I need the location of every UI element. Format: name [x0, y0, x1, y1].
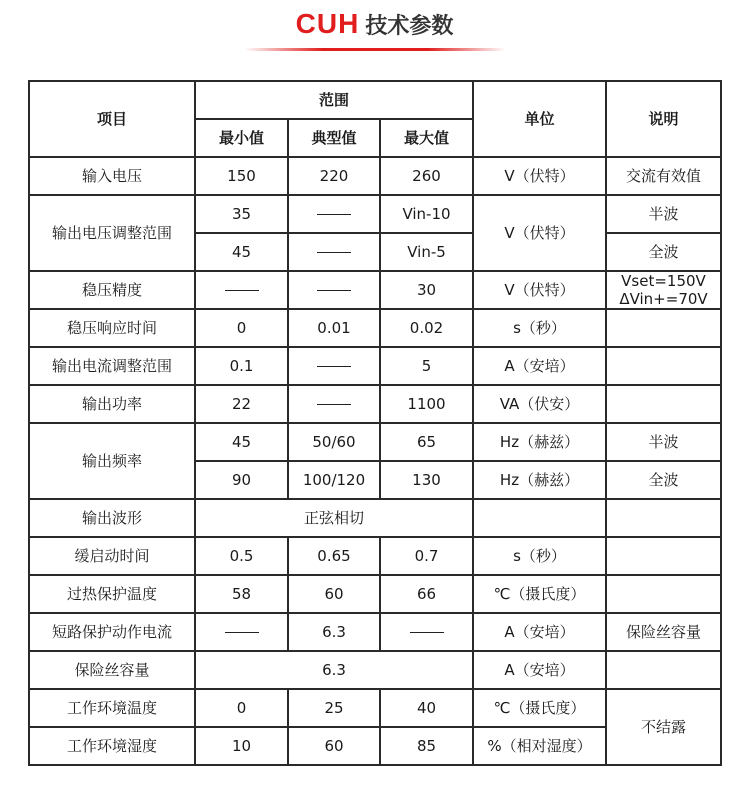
- table-row: [29, 157, 721, 195]
- table-row: [29, 651, 721, 689]
- max-cell: 40: [380, 689, 473, 727]
- dash-mark: [317, 366, 351, 367]
- unit-cell: ℃（摄氏度）: [473, 689, 606, 727]
- dash-mark: [225, 632, 259, 633]
- unit-cell: A（安培）: [473, 347, 606, 385]
- header-unit: 单位: [473, 81, 606, 157]
- note-cell: 半波: [606, 423, 721, 461]
- note-cell: 半波: [606, 195, 721, 233]
- unit-cell: V（伏特）: [473, 157, 606, 195]
- table-row: [29, 537, 721, 575]
- table-row: [29, 309, 721, 347]
- unit-cell: Hz（赫兹）: [473, 423, 606, 461]
- range-cell: 6.3: [195, 651, 473, 689]
- note-cell: [606, 575, 721, 613]
- table-row: [29, 499, 721, 537]
- dash-mark: [317, 214, 351, 215]
- max-cell: 66: [380, 575, 473, 613]
- note-cell: [606, 537, 721, 575]
- max-cell: 130: [380, 461, 473, 499]
- table-row: [29, 347, 721, 385]
- dash-mark: [317, 252, 351, 253]
- item-cell: 输出电压调整范围: [29, 195, 195, 271]
- unit-cell: V（伏特）: [473, 195, 606, 271]
- typ-cell: 50/60: [288, 423, 380, 461]
- table-row: [29, 423, 721, 461]
- typ-cell: 0.01: [288, 309, 380, 347]
- note-cell: [606, 271, 721, 309]
- note-cell: [606, 347, 721, 385]
- min-cell: 0: [195, 309, 288, 347]
- table-row: [29, 271, 721, 309]
- min-cell: 0.5: [195, 537, 288, 575]
- note-line: Vset=150V: [621, 272, 706, 290]
- unit-cell: VA（伏安）: [473, 385, 606, 423]
- header-min: 最小值: [195, 119, 288, 157]
- unit-cell: s（秒）: [473, 537, 606, 575]
- item-cell: 工作环境湿度: [29, 727, 195, 765]
- title-underline: [244, 48, 506, 51]
- typ-cell: [288, 195, 380, 233]
- min-cell: 35: [195, 195, 288, 233]
- unit-cell: V（伏特）: [473, 271, 606, 309]
- min-cell: 45: [195, 423, 288, 461]
- unit-cell: [473, 499, 606, 537]
- item-cell: 输出电流调整范围: [29, 347, 195, 385]
- typ-cell: 25: [288, 689, 380, 727]
- max-cell: 0.7: [380, 537, 473, 575]
- max-cell: 85: [380, 727, 473, 765]
- item-cell: 工作环境温度: [29, 689, 195, 727]
- unit-cell: Hz（赫兹）: [473, 461, 606, 499]
- header-item: 项目: [29, 81, 195, 157]
- min-cell: 45: [195, 233, 288, 271]
- max-cell: Vin-5: [380, 233, 473, 271]
- item-cell: 短路保护动作电流: [29, 613, 195, 651]
- dash-mark: [410, 632, 444, 633]
- typ-cell: 60: [288, 727, 380, 765]
- note-cell: [606, 499, 721, 537]
- min-cell: 150: [195, 157, 288, 195]
- item-cell: 输出频率: [29, 423, 195, 499]
- item-cell: 稳压响应时间: [29, 309, 195, 347]
- item-cell: 缓启动时间: [29, 537, 195, 575]
- max-cell: 5: [380, 347, 473, 385]
- typ-cell: [288, 233, 380, 271]
- typ-cell: [288, 385, 380, 423]
- typ-cell: 60: [288, 575, 380, 613]
- note-line: ΔVin+=70V: [619, 290, 708, 308]
- table-row: [29, 195, 721, 233]
- item-cell: 稳压精度: [29, 271, 195, 309]
- dash-mark: [317, 404, 351, 405]
- max-cell: 0.02: [380, 309, 473, 347]
- note-cell: 全波: [606, 461, 721, 499]
- dash-mark: [225, 290, 259, 291]
- note-cell: 全波: [606, 233, 721, 271]
- item-cell: 输出功率: [29, 385, 195, 423]
- min-cell: 0.1: [195, 347, 288, 385]
- min-cell: [195, 613, 288, 651]
- min-cell: 90: [195, 461, 288, 499]
- typ-cell: 6.3: [288, 613, 380, 651]
- min-cell: 10: [195, 727, 288, 765]
- min-cell: 22: [195, 385, 288, 423]
- table-row: [29, 385, 721, 423]
- typ-cell: 0.65: [288, 537, 380, 575]
- table-row: [29, 689, 721, 727]
- unit-cell: A（安培）: [473, 613, 606, 651]
- dash-mark: [317, 290, 351, 291]
- item-cell: 输出波形: [29, 499, 195, 537]
- header-note: 说明: [606, 81, 721, 157]
- max-cell: 30: [380, 271, 473, 309]
- max-cell: Vin-10: [380, 195, 473, 233]
- header-row: [29, 81, 721, 119]
- typ-cell: 220: [288, 157, 380, 195]
- max-cell: 1100: [380, 385, 473, 423]
- note-cell: [606, 309, 721, 347]
- max-cell: 260: [380, 157, 473, 195]
- typ-cell: [288, 347, 380, 385]
- header-typ: 典型值: [288, 119, 380, 157]
- item-cell: 输入电压: [29, 157, 195, 195]
- min-cell: [195, 271, 288, 309]
- table-row: [29, 613, 721, 651]
- note-cell: 交流有效值: [606, 157, 721, 195]
- unit-cell: %（相对湿度）: [473, 727, 606, 765]
- range-cell: 正弦相切: [195, 499, 473, 537]
- page-title: [0, 9, 749, 42]
- max-cell: 65: [380, 423, 473, 461]
- item-cell: 保险丝容量: [29, 651, 195, 689]
- note-cell: 保险丝容量: [606, 613, 721, 651]
- header-max: 最大值: [380, 119, 473, 157]
- note-cell: [606, 651, 721, 689]
- title-text: 技术参数: [365, 14, 454, 39]
- item-cell: 过热保护温度: [29, 575, 195, 613]
- max-cell: [380, 613, 473, 651]
- table-row: [29, 575, 721, 613]
- page-header: [0, 0, 749, 60]
- min-cell: 58: [195, 575, 288, 613]
- note-cell: 不结露: [606, 689, 721, 765]
- brand-logo: CUH: [295, 8, 360, 39]
- min-cell: 0: [195, 689, 288, 727]
- unit-cell: A（安培）: [473, 651, 606, 689]
- unit-cell: s（秒）: [473, 309, 606, 347]
- note-cell: [606, 385, 721, 423]
- typ-cell: [288, 271, 380, 309]
- unit-cell: ℃（摄氏度）: [473, 575, 606, 613]
- header-range: 范围: [195, 81, 473, 119]
- spec-table: [28, 80, 722, 766]
- typ-cell: 100/120: [288, 461, 380, 499]
